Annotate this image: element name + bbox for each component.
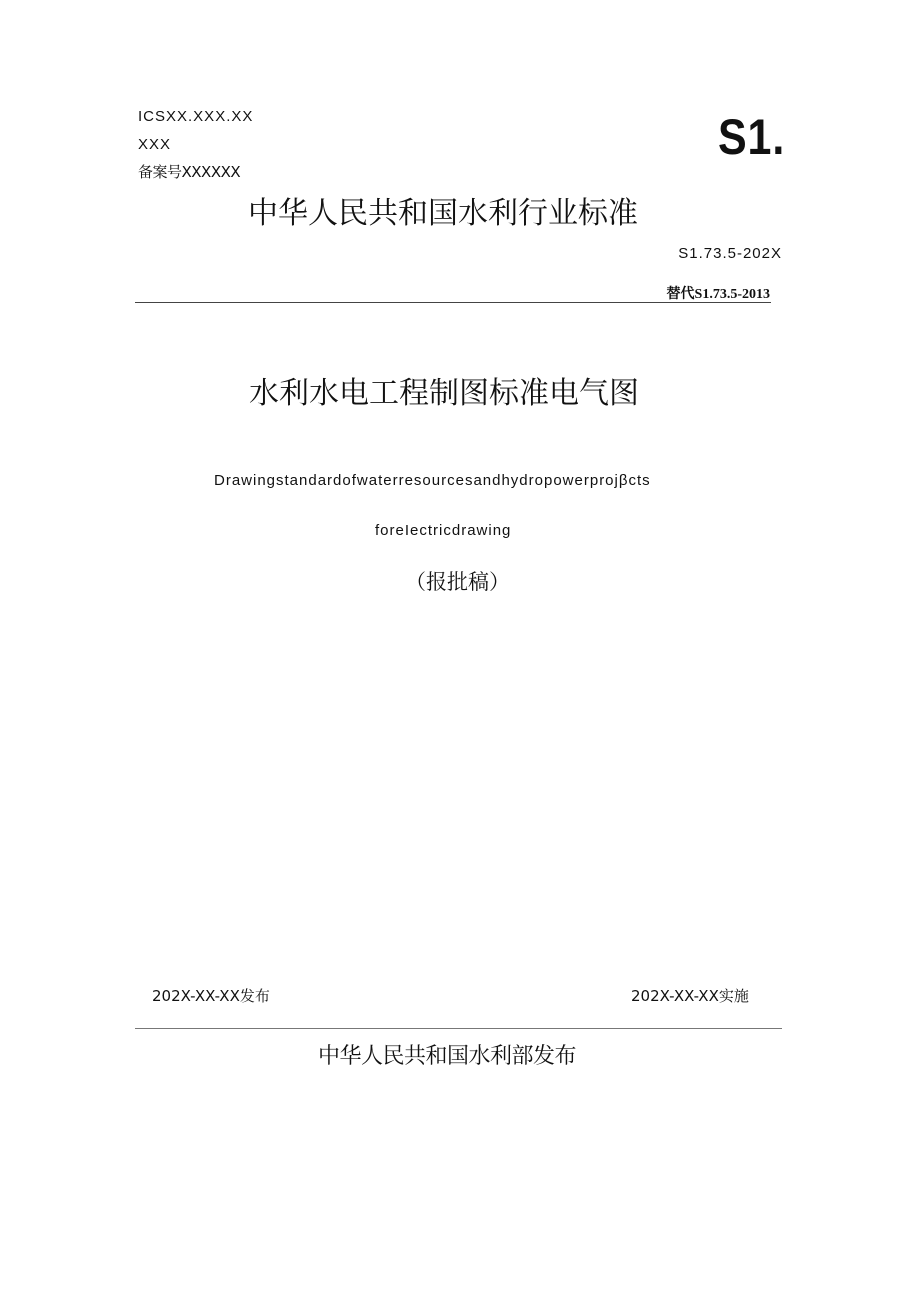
standard-category-title: 中华人民共和国水利行业标准 <box>248 196 638 231</box>
document-title-en-line1: Drawingstandardofwaterresourcesandhydropowerprojβcts <box>214 472 651 489</box>
publisher: 中华人民共和国水利部发布 <box>318 1044 577 1069</box>
footer-divider <box>135 1028 782 1029</box>
header-divider <box>135 302 771 303</box>
replaces-standard: 替代S1.73.5-2013 <box>666 287 770 302</box>
implementation-date: 202X-XX-XX实施 <box>631 987 749 1005</box>
draft-status: （报批稿） <box>405 570 510 594</box>
classification-code: XXX <box>138 136 172 153</box>
standard-logo: S1. <box>718 109 786 165</box>
ics-code: ICSXX.XXX.XX <box>138 108 254 125</box>
record-number: 备案号XXXXXX <box>138 163 241 181</box>
issue-date: 202X-XX-XX发布 <box>152 987 270 1005</box>
standard-number: S1.73.5-202X <box>678 245 782 262</box>
document-title-en-line2: foreIectricdrawing <box>375 522 512 539</box>
document-title-cn: 水利水电工程制图标准电气图 <box>249 376 639 411</box>
